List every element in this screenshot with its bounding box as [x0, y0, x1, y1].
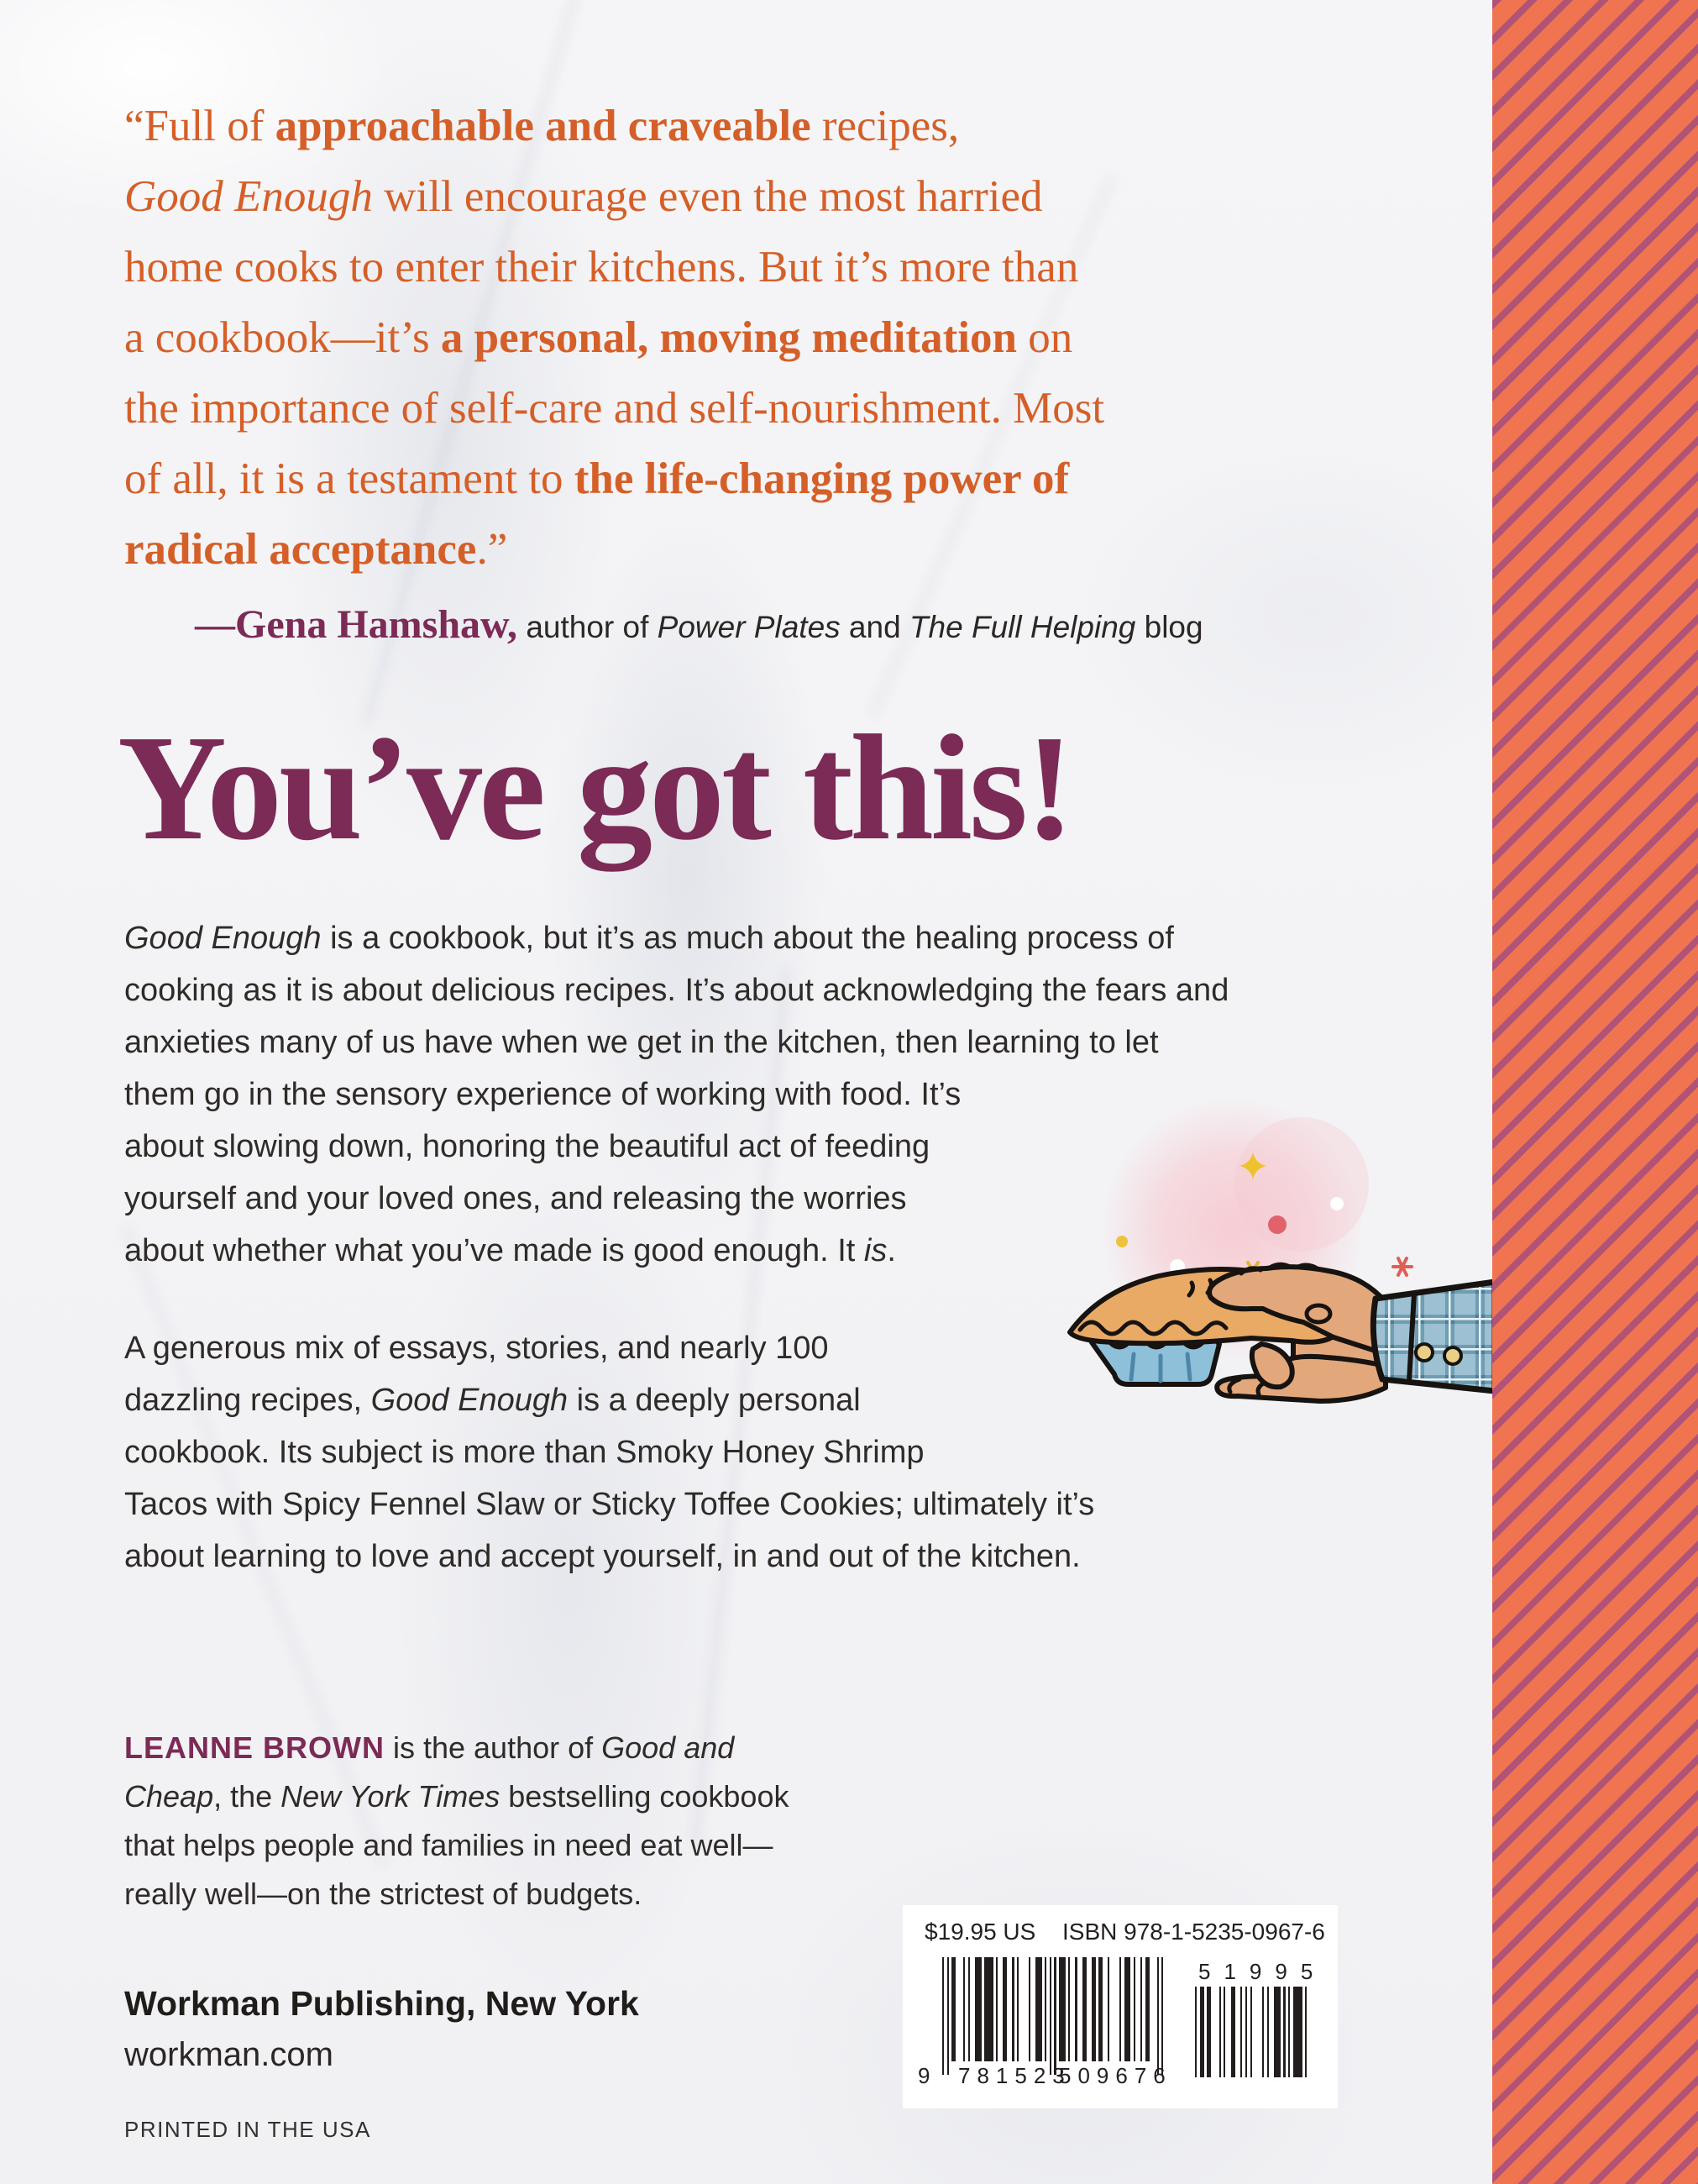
book-description-1: Good Enough is a cookbook, but it’s as much about the healing process of cooking as it is about delicious recipes. It’s about acknowledging the fears and anxieties many of us have when we get in the kitchen, then learning to let them go in the sensory experience of working with food. It’s about slowing down, honoring the beautiful act of feeding yourself and your loved ones, and releasing the worries about whether what you’ve made is good enough. It is.: [124, 921, 1229, 1268]
spine-striped: [1492, 0, 1698, 2184]
headline: You’ve got this!: [118, 704, 1072, 871]
book-description-2: A generous mix of essays, stories, and nearly 100 dazzling recipes, Good Enough is a deeply personal cookbook. Its subject is more than Smoky Honey Shrimp Tacos with Spicy Fennel Slaw or Sticky Toffee Cookies; ultimately it’s about learning to love and accept yourself, in and out of the kitchen.: [124, 1331, 1095, 1574]
barcode: $19.95 US ISBN 978-1-5235-0967-6 9 781523 509676 51995: [903, 1905, 1338, 2108]
author-name: LEANNE BROWN: [124, 1730, 385, 1765]
review-quote: “Full of approachable and craveable recipes, Good Enough will encourage even the most harried home cooks to enter their kitchens. But it’s more than a cookbook—it’s a personal, moving meditation on the importance of self-care and self-nourishment. Most of all, it is a testament to the life-changing power of radical acceptance.”: [124, 102, 1105, 574]
ean-barcode: [942, 1957, 1164, 2078]
plaid-sleeve-icon: [1373, 1282, 1492, 1391]
publisher-name: Workman Publishing, New York: [124, 1984, 639, 2023]
price-label: $19.95 US: [925, 1919, 1036, 1945]
author-bio: LEANNE BROWN is the author of Good and Cheap, the New York Times bestselling cookbook that helps people and families in need eat well— really well—on the strictest of budgets.: [124, 1730, 789, 1911]
publisher-website: workman.com: [124, 2036, 333, 2073]
printed-in-label: PRINTED IN THE USA: [124, 2117, 371, 2142]
pie-illustration: [1041, 1092, 1492, 1428]
quote-attribution: —Gena Hamshaw, author of Power Plates and The Full Helping blog: [195, 602, 1203, 647]
reviewer-name: —Gena Hamshaw,: [195, 602, 518, 647]
supplement-digits: 51995: [1198, 1959, 1327, 1984]
isbn-label: ISBN 978-1-5235-0967-6: [1062, 1919, 1325, 1945]
supplement-barcode: [1195, 1987, 1308, 2079]
